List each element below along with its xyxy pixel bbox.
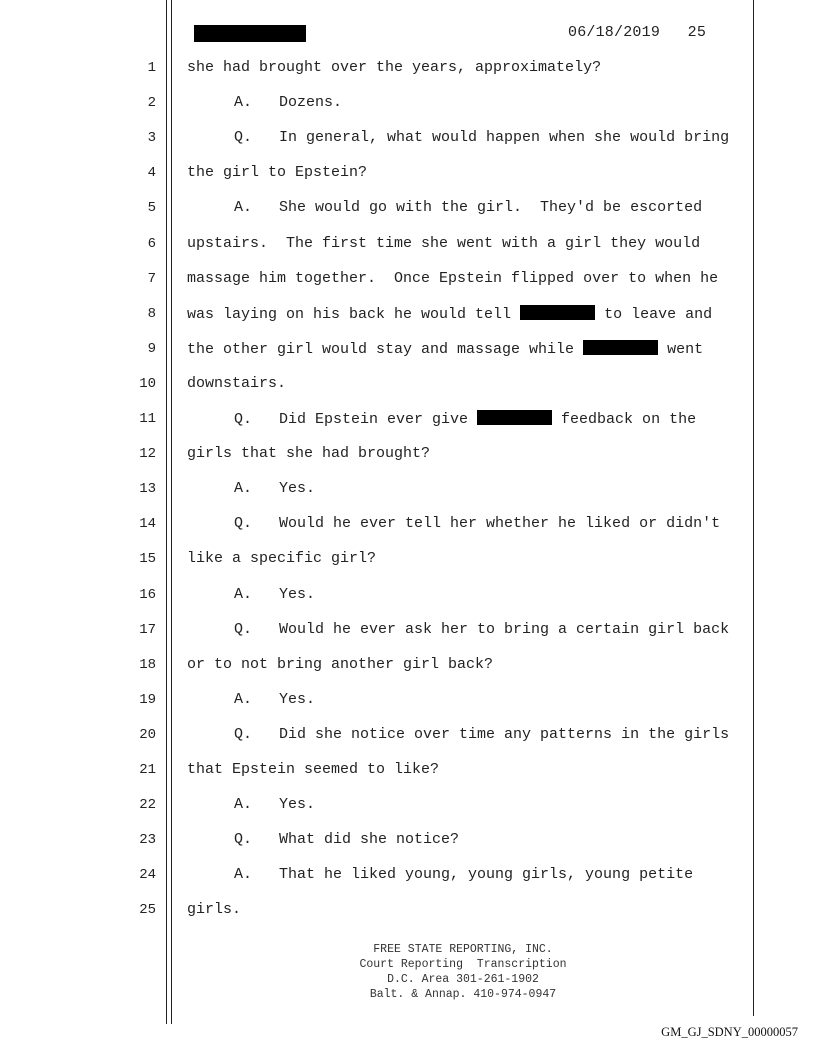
line-text: massage him together. Once Epstein flipped over to when he [187, 269, 719, 287]
line-number: 17 [139, 621, 156, 638]
line-text: Q. Would he ever ask her to bring a certain girl back [234, 620, 730, 638]
line-text: A. Yes. [234, 690, 316, 708]
line-number: 9 [147, 340, 156, 357]
transcript-line [187, 445, 430, 462]
line-number: 25 [139, 902, 156, 919]
transcript-line [187, 270, 718, 287]
transcript-line [187, 550, 376, 567]
line-text: or to not bring another girl back? [187, 655, 494, 673]
line-text: A. She would go with the girl. They'd be escorted [234, 199, 703, 217]
line-text: upstairs. The first time she went with a girl they would [187, 234, 701, 252]
line-text: the other girl would stay and massage while [187, 340, 584, 358]
line-number: 15 [139, 551, 156, 568]
line-text: Q. In general, what would happen when she would bring [234, 129, 730, 147]
header-date: 06/18/2019 [568, 24, 661, 41]
line-text: Q. Would he ever tell her whether he liked or didn't [234, 515, 721, 533]
transcript-line [187, 375, 286, 392]
transcript-line [187, 305, 712, 323]
line-text: she had brought over the years, approximately? [187, 59, 602, 76]
line-number: 3 [147, 130, 156, 147]
line-text: A. Yes. [234, 796, 316, 814]
transcript-line [234, 726, 729, 743]
line-text: Q. Did Epstein ever give [234, 411, 478, 428]
line-number: 18 [139, 656, 156, 673]
line-number: 2 [147, 95, 156, 112]
line-number: 11 [139, 411, 156, 427]
line-text: A. Dozens. [234, 94, 343, 112]
line-text: like a specific girl? [187, 550, 377, 568]
transcript-line [234, 129, 729, 146]
transcript-line [187, 901, 241, 918]
footer-service: Court Reporting Transcription [359, 958, 567, 971]
line-text: Q. Did she notice over time any patterns in the girls [234, 725, 730, 743]
line-number: 19 [139, 691, 156, 708]
transcript-line [234, 866, 693, 883]
line-text: that Epstein seemed to like? [187, 761, 440, 778]
line-text: downstairs. [187, 374, 287, 392]
line-number: 4 [147, 165, 156, 182]
line-number: 5 [147, 200, 156, 217]
line-number: 21 [139, 762, 156, 778]
transcript-line [234, 94, 342, 111]
line-text: A. That he liked young, young girls, young petite [234, 866, 694, 884]
line-text: Q. What did she notice? [234, 831, 460, 849]
line-number: 7 [147, 270, 156, 287]
line-number: 23 [139, 832, 156, 849]
left-margin-rule-inner [171, 0, 172, 1024]
line-text: girls that she had brought? [187, 445, 431, 463]
transcript-line [234, 410, 696, 428]
reporter-footer [303, 942, 623, 1002]
footer-company: FREE STATE REPORTING, INC. [373, 943, 553, 956]
line-number: 22 [139, 797, 156, 814]
line-text: feedback on the [552, 411, 697, 428]
transcript-line [234, 796, 315, 813]
transcript-line [187, 235, 700, 252]
transcript-line [234, 480, 315, 497]
line-number: 24 [139, 867, 156, 884]
line-number: 14 [139, 516, 156, 533]
header-page-number: 25 [687, 24, 707, 41]
transcript-line [234, 691, 315, 708]
transcript-line [187, 59, 601, 76]
line-number: 1 [147, 60, 156, 76]
transcript-line [234, 831, 459, 848]
transcript-line [187, 656, 493, 673]
line-number: 10 [139, 375, 156, 392]
line-text: was laying on his back he would tell [187, 305, 521, 323]
line-number: 8 [147, 305, 156, 322]
left-margin-rule-outer [166, 0, 167, 1024]
line-text: to leave and [595, 305, 713, 323]
line-text: girls. [187, 901, 242, 919]
footer-dc-phone: D.C. Area 301-261-1902 [387, 973, 539, 986]
transcript-line [187, 340, 703, 358]
transcript-line [234, 621, 729, 638]
redaction-bar [477, 410, 552, 425]
transcript-line [187, 761, 439, 778]
line-text: the girl to Epstein? [187, 164, 368, 182]
transcript-line [234, 515, 720, 532]
line-number: 16 [139, 586, 156, 603]
right-margin-rule [753, 0, 754, 1016]
line-text: went [658, 340, 704, 358]
line-number: 20 [139, 726, 156, 743]
line-number: 12 [139, 446, 156, 463]
line-number: 6 [147, 235, 156, 252]
transcript-line [187, 164, 367, 181]
transcript-line [234, 586, 315, 603]
line-number: 13 [139, 481, 156, 498]
transcript-line [234, 199, 702, 216]
bates-number: GM_GJ_SDNY_00000057 [661, 1025, 798, 1039]
footer-balt-phone: Balt. & Annap. 410-974-0947 [369, 988, 557, 1001]
line-text: A. Yes. [234, 585, 316, 603]
line-text: A. Yes. [234, 480, 316, 498]
redaction-bar [520, 305, 595, 320]
redaction-bar [583, 340, 658, 355]
header-redaction [194, 25, 306, 42]
header-date-page [568, 24, 706, 41]
